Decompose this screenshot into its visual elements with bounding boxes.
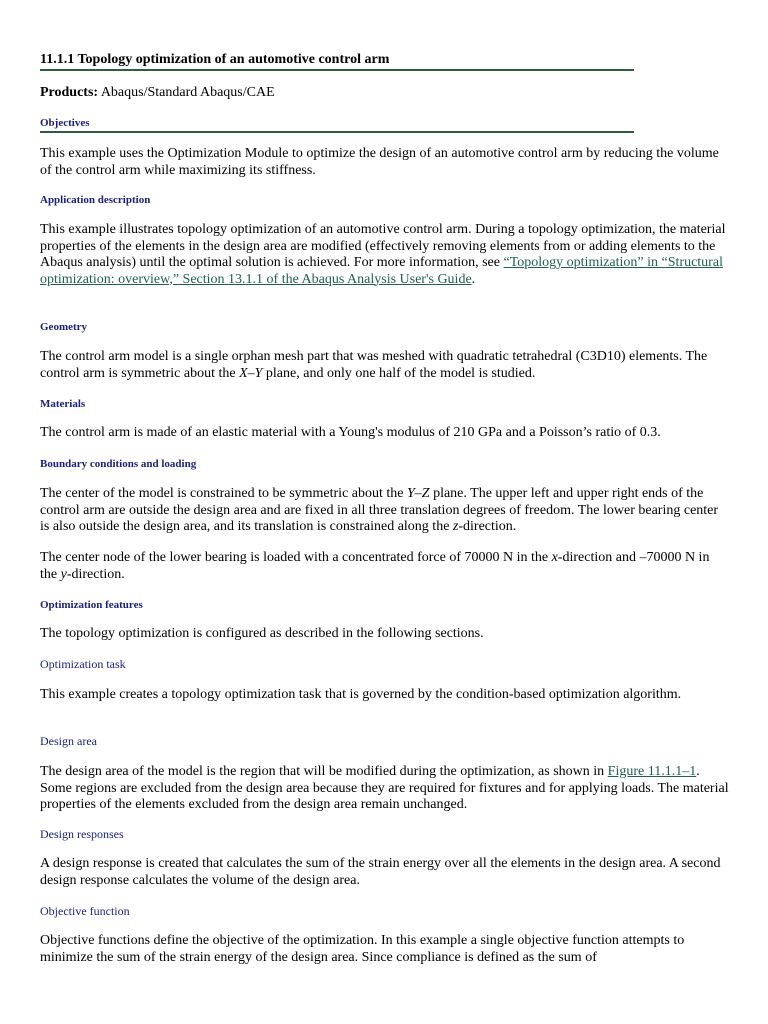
geometry-plane: X–Y: [239, 365, 263, 381]
geometry-text-2: plane, and only one half of the model is studied.: [262, 365, 536, 381]
heading-responses: Design responses: [40, 827, 124, 841]
task-text: This example creates a topology optimization task that is governed by the condition-based optimization algorithm.: [40, 687, 682, 702]
heading-features: Optimization features: [40, 599, 143, 611]
responses-text: A design response is created that calculates the sum of the strain energy over all the elements in the design area. A second design response calculates the volume of the design area.: [40, 856, 721, 888]
heading-task: Optimization task: [40, 657, 126, 671]
design-area-text-2: . Some regions are excluded from the design area because they are required for fixtures and for applying loads. The material properties of the elements excluded from the design area remain unchanged.: [40, 764, 729, 812]
load-y-direction: y: [60, 566, 67, 582]
design-area-text-1: The design area of the model is the region that will be modified during the optimization, as shown in: [40, 764, 608, 779]
boundary-text-2c: -direction.: [66, 566, 125, 582]
application-text-body: This example illustrates topology optimization of an automotive control arm. During a topology optimization, the material properties of the elements in the design area are modified (effectively removing elements from or adding elements to the Abaqus analysis) until the optimal solution is achieved. For more information, see: [40, 222, 726, 270]
page-title: 11.1.1 Topology optimization of an automotive control arm: [40, 52, 634, 71]
heading-objectives: Objectives: [40, 116, 634, 133]
objectives-text: This example uses the Optimization Module to optimize the design of an automotive control arm by reducing the volume of the control arm while maximizing its stiffness.: [40, 146, 719, 178]
load-x-direction: x: [551, 550, 558, 565]
heading-materials: Materials: [40, 398, 86, 410]
heading-boundary: Boundary conditions and loading: [40, 458, 197, 470]
boundary-text-1b: plane. The upper left and upper right ends of the control arm are outside the design area and are fixed in all three translation degrees of freedom. The lower bearing center is also outside the design area, and its translation is constrained along the: [40, 486, 719, 534]
materials-text: The control arm is made of an elastic material with a Young's modulus of 210 GPa and a Poisson’s ratio of 0.3.: [40, 425, 661, 440]
application-text-end: .: [471, 271, 476, 287]
objective-text: Objective functions define the objective of the optimization. In this example a single objective function attempts to minimize the sum of the strain energy of the design area. Since compliance is defined as the sum of: [40, 933, 685, 965]
boundary-text-2b: -direction and –70000 N in the: [40, 550, 710, 582]
boundary-plane: Y–Z: [407, 486, 430, 501]
boundary-text-1c: -direction.: [458, 519, 517, 534]
heading-objective: Objective function: [40, 904, 130, 918]
boundary-text-1: [40, 486, 730, 536]
heading-geometry: Geometry: [40, 321, 88, 333]
features-text: The topology optimization is configured as described in the following sections.: [40, 626, 484, 641]
geometry-text-1: The control arm model is a single orphan mesh part that was meshed with quadratic tetrahedral (C3D10) elements. The control arm is symmetric about the: [40, 349, 708, 381]
boundary-text-2: [40, 550, 730, 583]
products-line: [40, 84, 275, 102]
analysis-guide-link[interactable]: “Topology optimization” in “Structural optimization: overview,” Section 13.1.1 of the Abaqus Analysis User's Guide: [40, 255, 723, 287]
geometry-text: [40, 349, 730, 382]
boundary-direction: z: [452, 519, 459, 534]
heading-design-area: Design area: [40, 734, 97, 748]
products-label: Products:: [40, 85, 99, 100]
products-value: Abaqus/Standard Abaqus/CAE: [100, 85, 275, 100]
application-text: [40, 222, 730, 288]
boundary-text-2a: The center node of the lower bearing is loaded with a concentrated force of 70000 N in the: [40, 550, 552, 565]
heading-application: Application description: [40, 194, 151, 206]
boundary-text-1a: The center of the model is constrained to be symmetric about the: [40, 486, 407, 501]
design-area-text: [40, 764, 730, 814]
figure-link[interactable]: Figure 11.1.1–1: [607, 764, 697, 779]
